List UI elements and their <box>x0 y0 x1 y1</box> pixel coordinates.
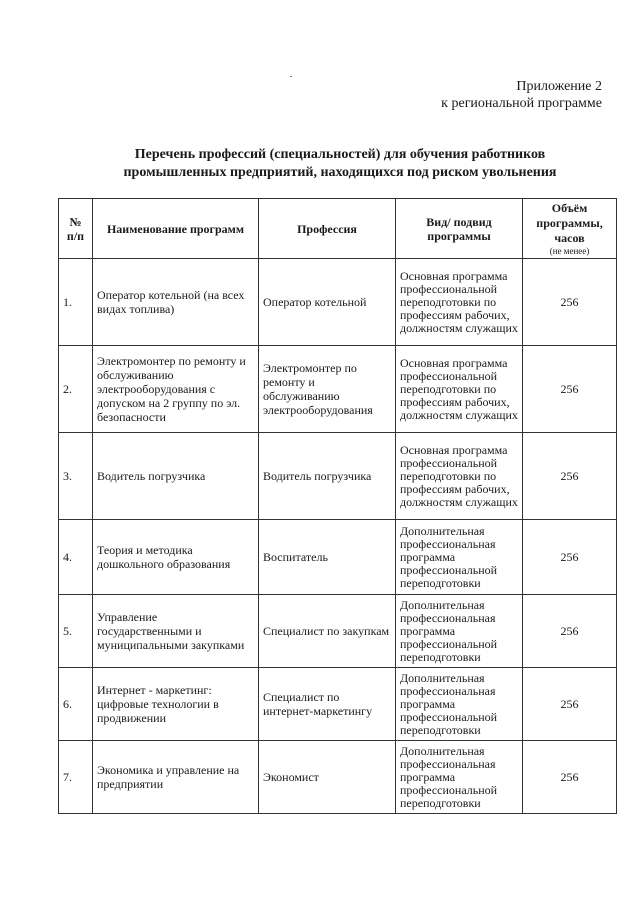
row-program-type: Основная программа профессиональной переподготовки по профессиям рабочих, должностям служащих <box>396 259 523 346</box>
row-program-type: Основная программа профессиональной переподготовки по профессиям рабочих, должностям служащих <box>396 346 523 433</box>
header-volume-label: Объём программы, часов <box>536 201 603 245</box>
table-row <box>59 346 617 433</box>
row-program-name: Оператор котельной (на всех видах топлива) <box>93 259 259 346</box>
row-program-type: Дополнительная профессиональная программа профессиональной переподготовки <box>396 520 523 595</box>
row-program-name: Водитель погрузчика <box>93 433 259 520</box>
scan-speck <box>290 76 292 77</box>
row-profession: Водитель погрузчика <box>259 433 396 520</box>
row-num: 7. <box>59 741 93 814</box>
row-program-name: Электромонтер по ремонту и обслуживанию электрооборудования с допуском на 2 группу по эл. безопасности <box>93 346 259 433</box>
row-program-type: Дополнительная профессиональная программа профессиональной переподготовки <box>396 741 523 814</box>
row-program-type: Дополнительная профессиональная программа профессиональной переподготовки <box>396 595 523 668</box>
row-hours: 256 <box>523 346 617 433</box>
row-num: 4. <box>59 520 93 595</box>
row-profession: Экономист <box>259 741 396 814</box>
row-program-name: Теория и методика дошкольного образования <box>93 520 259 595</box>
header-volume-note: (не менее) <box>549 246 590 256</box>
row-profession: Оператор котельной <box>259 259 396 346</box>
row-hours: 256 <box>523 741 617 814</box>
table-row <box>59 433 617 520</box>
row-num: 6. <box>59 668 93 741</box>
row-program-type: Дополнительная профессиональная программа профессиональной переподготовки <box>396 668 523 741</box>
table-row <box>59 668 617 741</box>
programs-table <box>58 198 617 814</box>
title-line-2: промышленных предприятий, находящихся под риском увольнения <box>123 165 557 180</box>
table-header-row <box>59 199 617 259</box>
row-profession: Специалист по интернет-маркетингу <box>259 668 396 741</box>
table-row <box>59 741 617 814</box>
row-num: 5. <box>59 595 93 668</box>
row-program-name: Управление государственными и муниципальными закупками <box>93 595 259 668</box>
header-type: Вид/ подвид программы <box>396 199 523 259</box>
appendix-header <box>441 78 602 112</box>
row-profession: Электромонтер по ремонту и обслуживанию электрооборудования <box>259 346 396 433</box>
row-hours: 256 <box>523 668 617 741</box>
header-profession: Профессия <box>259 199 396 259</box>
header-num: № п/п <box>59 199 93 259</box>
table-row <box>59 520 617 595</box>
row-profession: Специалист по закупкам <box>259 595 396 668</box>
appendix-number: Приложение 2 <box>516 79 602 94</box>
row-program-name: Интернет - маркетинг: цифровые технологии в продвижении <box>93 668 259 741</box>
row-hours: 256 <box>523 259 617 346</box>
row-num: 3. <box>59 433 93 520</box>
header-name: Наименование программ <box>93 199 259 259</box>
header-volume <box>523 199 617 259</box>
title-line-1: Перечень профессий (специальностей) для обучения работников <box>134 147 546 162</box>
row-hours: 256 <box>523 520 617 595</box>
row-num: 2. <box>59 346 93 433</box>
appendix-reference: к региональной программе <box>441 96 602 111</box>
table-row <box>59 595 617 668</box>
row-profession: Воспитатель <box>259 520 396 595</box>
row-program-type: Основная программа профессиональной переподготовки по профессиям рабочих, должностям служащих <box>396 433 523 520</box>
row-hours: 256 <box>523 595 617 668</box>
row-hours: 256 <box>523 433 617 520</box>
document-title <box>60 146 620 182</box>
row-program-name: Экономика и управление на предприятии <box>93 741 259 814</box>
table-row <box>59 259 617 346</box>
row-num: 1. <box>59 259 93 346</box>
